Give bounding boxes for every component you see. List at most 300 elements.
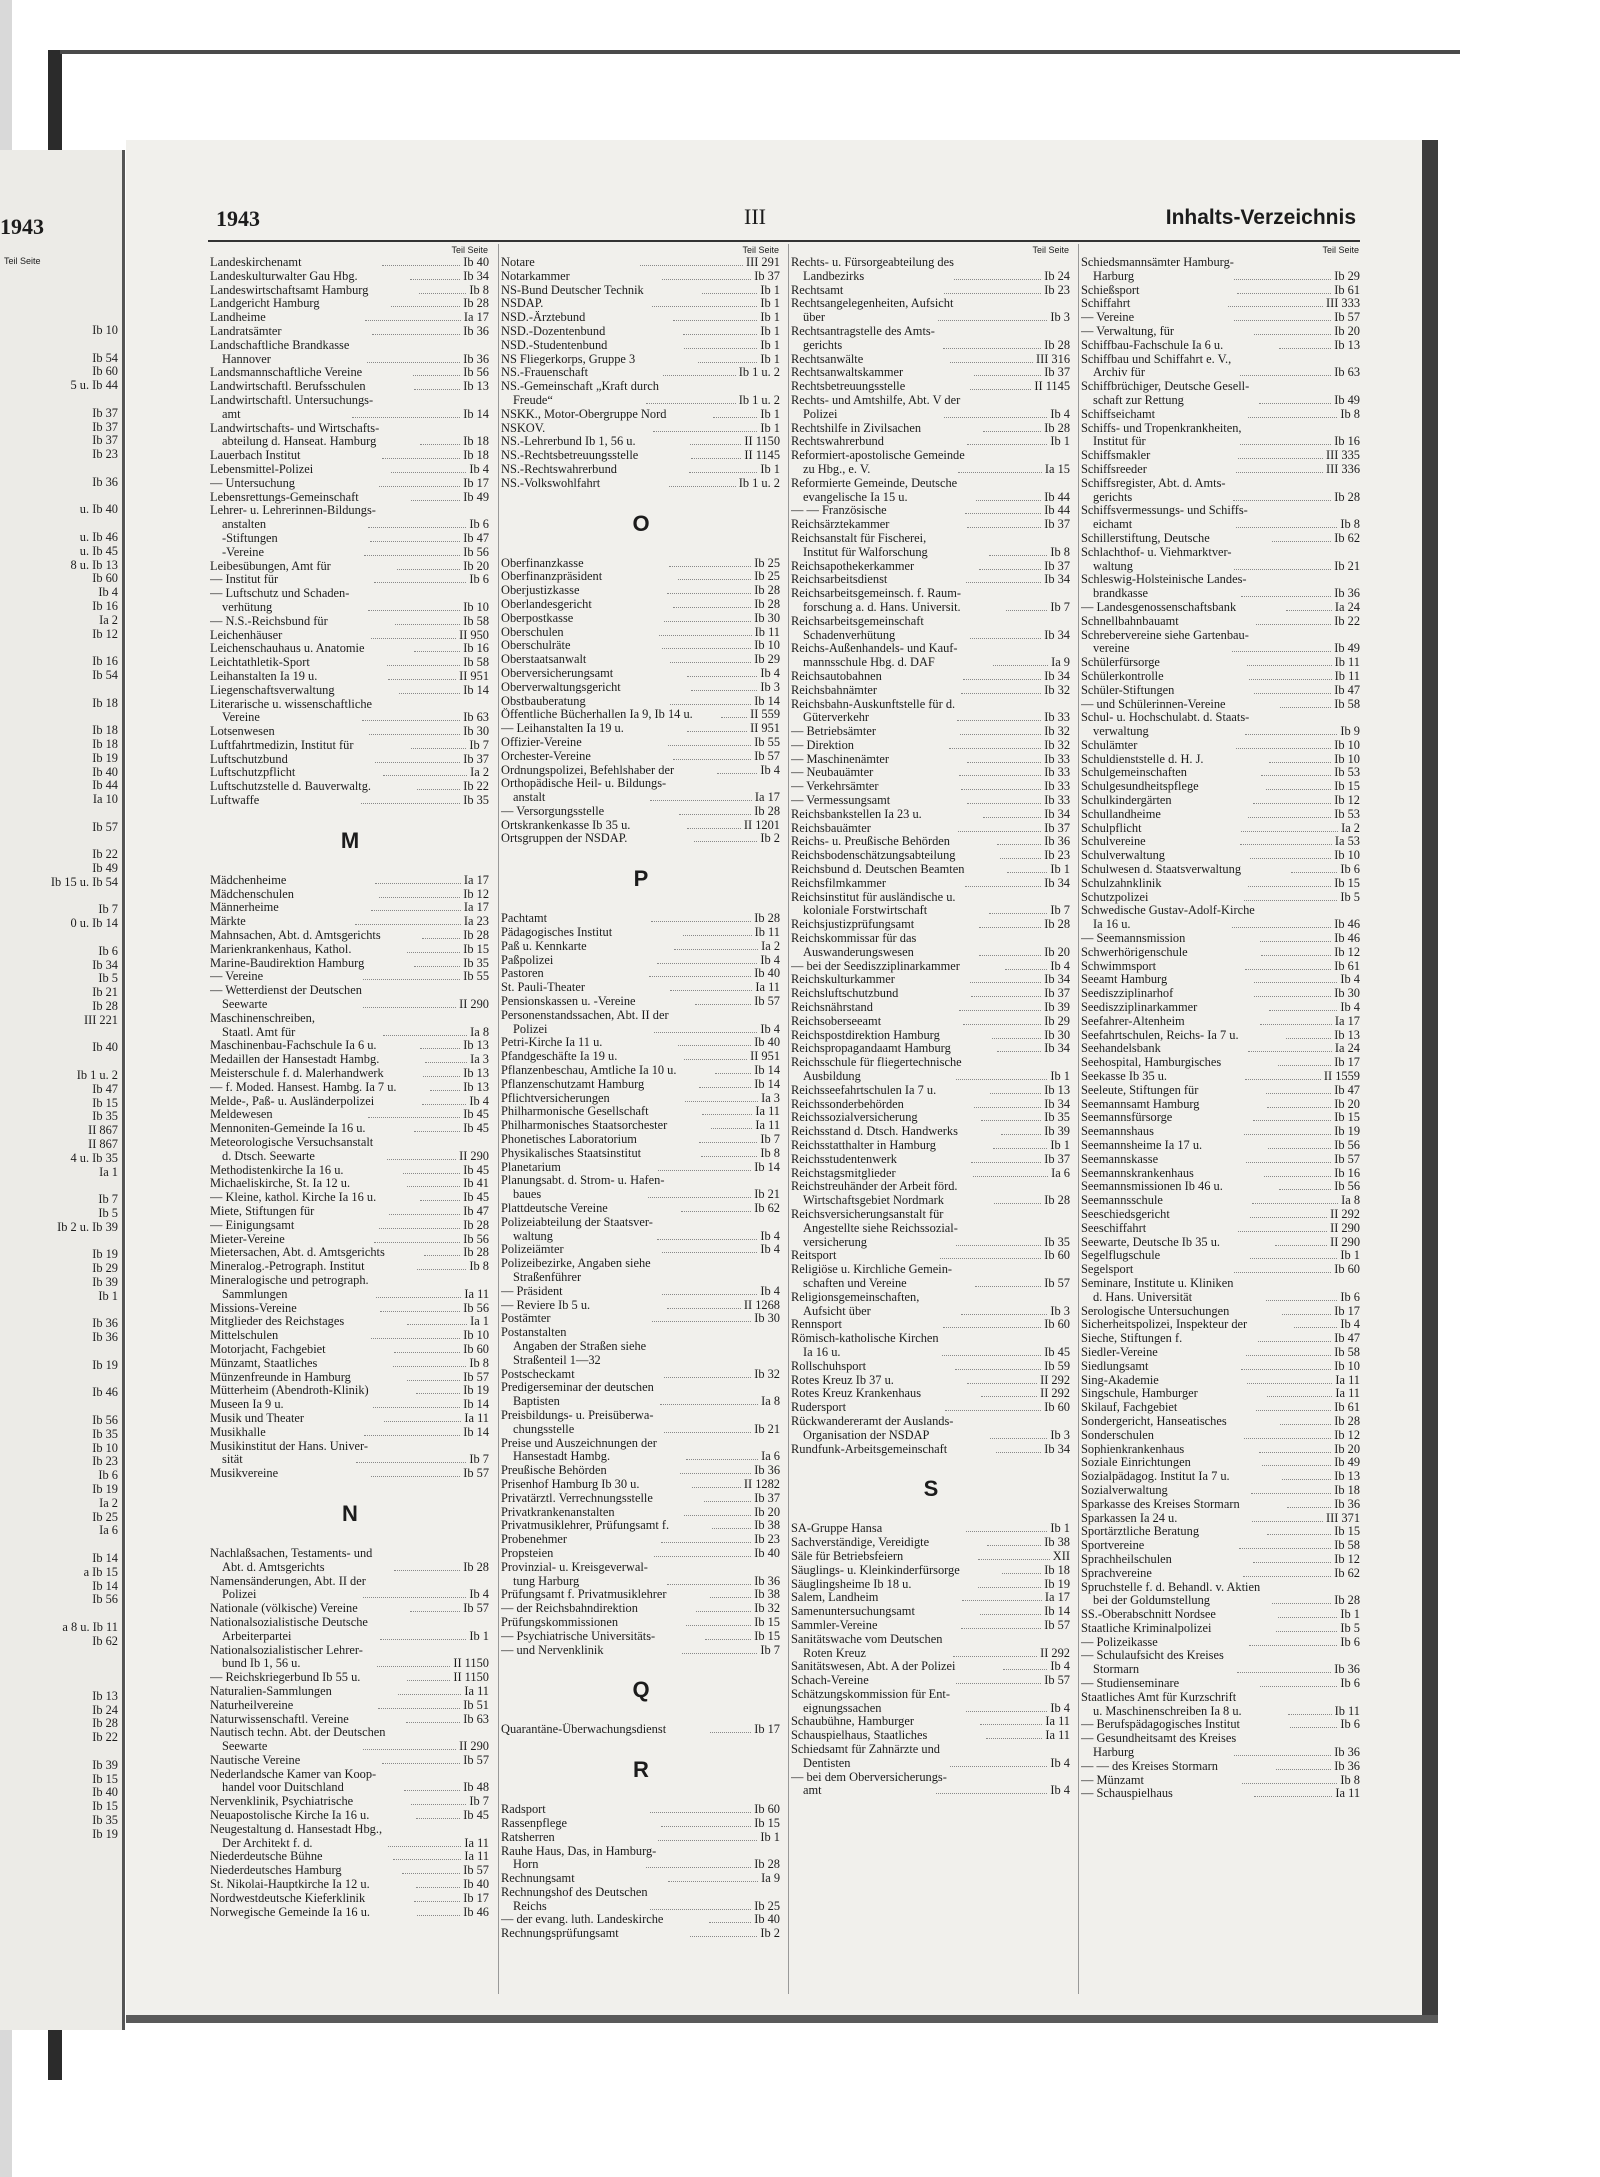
entry-reference: Ia 11 — [1045, 1714, 1070, 1729]
entry-reference: Ia 6 — [761, 1449, 780, 1464]
dot-leader — [1291, 872, 1338, 873]
index-entry — [499, 1519, 783, 1533]
entry-reference: Ib 1 u. 2 — [738, 475, 780, 490]
entry-name: Postanstalten — [501, 1326, 567, 1340]
entry-name: Privatärztl. Verrechnungsstelle — [501, 1491, 653, 1505]
section-letter: Q — [632, 1677, 650, 1703]
index-entry — [1079, 491, 1363, 505]
dot-leader — [690, 1936, 758, 1937]
index-entry — [499, 297, 783, 311]
entry-reference: Ib 60 — [1334, 1262, 1360, 1277]
section-letter: O — [632, 510, 650, 536]
index-entry — [1079, 946, 1363, 960]
entry-name: Reichs- u. Preußische Behörden — [791, 835, 950, 849]
entry-reference: Ib 49 — [1334, 1455, 1361, 1470]
index-entry — [499, 584, 783, 598]
entry-name: Landwirtschafts- und Wirtschafts- — [210, 421, 380, 435]
index-entry — [1079, 960, 1363, 974]
index-entry — [1079, 1084, 1363, 1098]
dot-leader — [383, 1035, 467, 1036]
index-entry — [1079, 1581, 1363, 1595]
entry-reference: Ib 8 — [469, 1259, 490, 1274]
dot-leader — [363, 1749, 456, 1750]
entry-name: NS.-Rechtswahrerbund — [501, 462, 617, 476]
entry-name: über — [803, 311, 826, 325]
index-entry — [789, 270, 1073, 284]
dot-leader — [1279, 348, 1331, 349]
entry-reference: Ib 34 — [1044, 806, 1071, 821]
entry-name: Schleswig-Holsteinische Landes- — [1081, 573, 1247, 587]
index-entry — [499, 1271, 783, 1285]
dot-leader — [371, 638, 456, 639]
index-entry — [499, 1533, 783, 1547]
dot-leader — [356, 1462, 466, 1463]
dot-leader — [1241, 596, 1331, 597]
entry-name: Mittelschulen — [210, 1329, 279, 1343]
entry-reference: Ib 56 — [463, 1231, 489, 1246]
index-entry — [208, 573, 492, 587]
entry-reference: Ib 13 — [463, 379, 489, 394]
previous-page-ref — [0, 1055, 118, 1069]
entry-name: Leichtathletik-Sport — [210, 656, 310, 670]
entry-name: Sparkasse des Kreises Stormarn — [1081, 1497, 1240, 1511]
entry-name: Landeskulturwalter Gau Hbg. — [210, 269, 358, 283]
index-entry — [499, 1409, 783, 1423]
index-entry — [1079, 1732, 1363, 1746]
entry-name: Seemannsmissionen Ib 46 u. — [1081, 1180, 1223, 1194]
index-entry — [208, 1412, 492, 1426]
dot-leader — [393, 1859, 461, 1860]
entry-reference: Ib 56 — [463, 365, 489, 380]
entry-name: NSDAP. — [501, 297, 544, 311]
entry-name: Seekasse Ib 35 u. — [1081, 1070, 1168, 1084]
previous-page-ref — [0, 807, 118, 821]
page-edge-shadow — [1422, 140, 1438, 2015]
entry-reference: Ib 15 — [1334, 875, 1360, 890]
entry-reference: Ib 58 — [1334, 696, 1361, 711]
index-entry — [1079, 615, 1363, 629]
index-entry — [499, 832, 783, 846]
entry-name: Schulämter — [1081, 738, 1138, 752]
entry-reference: Ib 4 — [1050, 958, 1070, 973]
entry-name: Schillerstiftung, Deutsche — [1081, 531, 1210, 545]
entry-reference: Ib 25 — [754, 555, 781, 570]
entry-reference: Ia 11 — [464, 1410, 489, 1425]
index-entry — [1079, 1236, 1363, 1250]
index-entry — [208, 256, 492, 270]
dot-leader — [1248, 417, 1338, 418]
dot-leader — [1250, 1258, 1337, 1259]
entry-reference: Ib 6 — [469, 517, 490, 532]
dot-leader — [352, 417, 460, 418]
entry-name: Propsteien — [501, 1546, 554, 1560]
entry-reference: Ib 34 — [1044, 1096, 1071, 1111]
entry-reference: Ib 36 — [463, 323, 489, 338]
dot-leader — [382, 1763, 460, 1764]
entry-name: Seehandelsbank — [1081, 1042, 1161, 1056]
entry-name: Schwedische Gustav-Adolf-Kirche — [1081, 904, 1255, 918]
entry-reference: Ib 13 — [463, 1038, 489, 1053]
index-entry — [208, 1864, 492, 1878]
entry-name: Rückwandereramt der Auslands- — [791, 1414, 954, 1428]
index-entry — [1079, 380, 1363, 394]
entry-reference: Ib 33 — [1044, 710, 1070, 725]
entry-name: Schach-Vereine — [791, 1674, 869, 1688]
entry-reference: Ib 47 — [463, 1204, 489, 1218]
entry-name: waltung — [513, 1229, 553, 1243]
dot-leader — [698, 362, 758, 363]
entry-name: Reichssonderbehörden — [791, 1097, 904, 1111]
previous-page-fragment — [0, 150, 125, 2030]
entry-reference: Ib 17 — [463, 1890, 489, 1905]
dot-leader — [367, 362, 460, 363]
entry-name: Öffentliche Bücherhallen Ia 9, Ib 14 u. — [501, 708, 693, 722]
entry-reference: Ib 57 — [754, 748, 780, 763]
index-entry — [789, 642, 1073, 656]
entry-name: Rotes Kreuz Ib 37 u. — [791, 1373, 894, 1387]
entry-reference: Ib 60 — [1044, 1400, 1070, 1415]
previous-page-ref — [0, 1607, 118, 1621]
index-entry — [208, 394, 492, 408]
entry-name: Polizeiabteilung der Staatsver- — [501, 1215, 653, 1229]
dot-leader — [1243, 1576, 1331, 1577]
dot-leader — [970, 389, 1032, 390]
dot-leader — [702, 293, 757, 294]
index-entry — [1079, 1594, 1363, 1608]
entry-reference: Ia 11 — [1335, 1786, 1361, 1801]
previous-page-ref — [0, 1649, 118, 1663]
entry-reference: Ib 36 — [1334, 1758, 1360, 1773]
entry-name: Musikhalle — [210, 1425, 266, 1439]
entry-name: Baptisten — [513, 1395, 560, 1409]
dot-leader — [407, 1680, 450, 1681]
previous-page-ref: Ib 28 — [92, 1716, 118, 1731]
dot-leader — [701, 1156, 758, 1157]
dot-leader — [978, 1559, 1050, 1560]
entry-name: waltung — [1093, 559, 1133, 573]
entry-name: Religiöse u. Kirchliche Gemein- — [791, 1263, 953, 1277]
index-entry — [499, 639, 783, 653]
dot-leader — [1238, 1231, 1327, 1232]
entry-name: Rotes Kreuz Krankenhaus — [791, 1387, 922, 1401]
entry-name: NSD.-Ärztebund — [501, 311, 586, 325]
index-entry — [1079, 1360, 1363, 1374]
index-entry — [789, 960, 1073, 974]
index-entry — [499, 1464, 783, 1478]
index-entry — [1079, 1194, 1363, 1208]
entry-name: Rechtsantragstelle des Amts- — [791, 324, 935, 338]
dot-leader — [1237, 1672, 1332, 1673]
entry-name: Reichs-Außenhandels- und Kauf- — [791, 642, 958, 656]
previous-page-ref: Ib 10 — [92, 323, 118, 337]
entry-name: Seemannsschule — [1081, 1194, 1163, 1208]
entry-name: Römisch-katholische Kirchen — [791, 1332, 939, 1346]
dot-leader — [1275, 1245, 1327, 1246]
entry-name: Sozialpädagog. Institut Ia 7 u. — [1081, 1470, 1230, 1484]
dot-leader — [944, 417, 1047, 418]
entry-name: Roten Kreuz — [803, 1646, 866, 1660]
entry-reference: Ia 15 — [1044, 461, 1070, 476]
entry-name: evangelische Ia 15 u. — [803, 490, 908, 504]
index-entry — [208, 1026, 492, 1040]
index-entry — [789, 463, 1073, 477]
index-column-3 — [788, 244, 1073, 1994]
entry-name: — Untersuchung — [210, 476, 295, 490]
index-entry — [1079, 1042, 1363, 1056]
entry-name: Rechtsamt — [791, 283, 844, 297]
index-entry — [789, 932, 1073, 946]
index-entry — [1079, 1718, 1363, 1732]
entry-reference: II 559 — [750, 707, 781, 722]
entry-reference: III 316 — [1035, 351, 1071, 366]
entry-reference: Ia 9 — [1051, 655, 1070, 670]
index-entry — [789, 1522, 1073, 1536]
entry-name: — Verwaltung, für — [1081, 324, 1175, 338]
section-letter: M — [340, 827, 360, 853]
index-entry — [789, 422, 1073, 436]
entry-name: Rassenpflege — [501, 1816, 568, 1830]
entry-reference: Ib 33 — [1044, 779, 1071, 794]
dot-leader — [936, 1793, 1047, 1794]
dot-leader — [363, 979, 460, 980]
entry-name: abteilung d. Hanseat. Hamburg — [222, 435, 377, 449]
index-entry — [1079, 1746, 1363, 1760]
entry-reference: II 292 — [1040, 1372, 1071, 1387]
dot-leader — [650, 800, 752, 801]
dot-leader — [1269, 762, 1331, 763]
previous-page-ref: Ib 14 — [92, 1550, 118, 1565]
dot-leader — [1264, 1176, 1331, 1177]
entry-reference: Ib 40 — [754, 1912, 780, 1927]
index-entry — [499, 1588, 783, 1602]
entry-name: Reichsanstalt für Fischerei, — [791, 531, 927, 545]
entry-name: Schadenverhütung — [803, 628, 896, 642]
entry-name: Pflichtversicherungen — [501, 1091, 610, 1105]
entry-reference: Ib 57 — [1334, 310, 1361, 325]
index-entry — [789, 560, 1073, 574]
entry-name: Reichskulturkammer — [791, 973, 895, 987]
entry-name: Notarkammer — [501, 269, 570, 283]
entry-name: Ia 16 u. — [803, 1345, 841, 1359]
entry-reference: Ib 63 — [463, 1711, 489, 1726]
entry-name: Schulwesen d. Staatsverwaltung — [1081, 863, 1242, 877]
entry-name: Lehrer- u. Lehrerinnen-Bildungs- — [210, 504, 376, 518]
index-entry — [499, 612, 783, 626]
entry-name: bund Ib 1, 56 u. — [222, 1657, 301, 1671]
entry-reference: Ib 4 — [760, 1021, 781, 1036]
previous-page-ref: Ib 35 — [92, 1426, 118, 1441]
index-entry — [208, 888, 492, 902]
index-entry — [499, 325, 783, 339]
entry-name: Oberlandesgericht — [501, 597, 592, 611]
entry-name: Sophienkrankenhaus — [1081, 1442, 1185, 1456]
index-entry — [499, 463, 783, 477]
entry-name: Schiffsreeder — [1081, 462, 1147, 476]
index-entry — [1079, 904, 1363, 918]
index-entry — [1079, 1070, 1363, 1084]
index-entry — [208, 1095, 492, 1109]
entry-reference: Ib 4 — [1050, 1783, 1070, 1798]
entry-reference: Ib 58 — [1334, 1344, 1360, 1359]
entry-name: Singschule, Hamburger — [1081, 1387, 1198, 1401]
entry-reference: Ia 2 — [1341, 820, 1360, 835]
index-entry — [208, 1823, 492, 1837]
dot-leader — [980, 1724, 1043, 1725]
entry-reference: Ib 56 — [1334, 1179, 1361, 1194]
entry-name: — Neubauämter — [791, 766, 874, 780]
entry-reference: Ib 58 — [463, 655, 490, 670]
entry-reference: II 951 — [750, 721, 780, 736]
entry-reference: Ib 4 — [760, 665, 781, 680]
dot-leader — [1272, 541, 1331, 542]
entry-name: Lotsenwesen — [210, 725, 275, 739]
entry-name: Rechts- u. Fürsorgeabteilung des — [791, 256, 954, 269]
dot-leader — [683, 935, 751, 936]
entry-reference: Ia 1 — [470, 1314, 489, 1329]
dot-leader — [695, 1004, 751, 1005]
index-entry — [499, 1423, 783, 1437]
entry-name: Niederdeutsches Hamburg — [210, 1864, 342, 1878]
dot-leader — [1247, 665, 1331, 666]
index-entry — [208, 1233, 492, 1247]
entry-name: Sprachheilschulen — [1081, 1552, 1172, 1566]
previous-page-ref: Ia 1 — [99, 1164, 118, 1179]
entry-name: amt — [803, 1784, 822, 1798]
dot-leader — [383, 775, 467, 776]
index-entry — [208, 1671, 492, 1685]
dot-leader — [979, 569, 1041, 570]
index-entry — [789, 1111, 1073, 1125]
index-entry — [208, 1809, 492, 1823]
previous-page-ref: Ib 19 — [92, 1481, 118, 1496]
dot-leader — [1003, 1669, 1047, 1670]
dot-leader — [1260, 1024, 1332, 1025]
dot-leader — [721, 717, 747, 718]
index-entry — [789, 1564, 1073, 1578]
index-entry — [208, 1754, 492, 1768]
entry-reference: Ib 13 — [1334, 1469, 1361, 1484]
dot-leader — [678, 579, 751, 580]
index-entry — [789, 780, 1073, 794]
entry-name: Reformiert-apostolische Gemeinde — [791, 449, 965, 463]
entry-reference: Ib 1 — [760, 296, 781, 311]
index-entry — [789, 835, 1073, 849]
entry-name: Philharmonisches Staatsorchester — [501, 1119, 668, 1133]
entry-reference: Ia 8 — [470, 1024, 490, 1039]
dot-leader — [679, 814, 751, 815]
index-entry — [208, 339, 492, 353]
previous-page-ref: Ib 36 — [92, 474, 118, 489]
index-entry — [1079, 1456, 1363, 1470]
entry-name: anstalten — [222, 518, 267, 532]
entry-name: — Polizeikasse — [1081, 1635, 1158, 1649]
entry-reference: Ib 4 — [1050, 1755, 1070, 1770]
entry-name: Seewarte — [222, 998, 268, 1012]
previous-page-ref: Ib 2 u. Ib 39 — [57, 1219, 118, 1234]
entry-name: Nationalsozialistische Deutsche — [210, 1615, 368, 1629]
section-letter: R — [633, 1757, 649, 1783]
entry-reference: Ib 1 — [760, 337, 781, 352]
index-entry — [499, 695, 783, 709]
entry-name: Pflanzenschutzamt Hamburg — [501, 1077, 645, 1091]
dot-leader — [1241, 831, 1338, 832]
dot-leader — [694, 841, 758, 842]
entry-reference: Ib 28 — [754, 596, 781, 611]
index-entry — [208, 1191, 492, 1205]
entry-name: Der Architekt f. d. — [222, 1836, 313, 1850]
index-entry — [1079, 1760, 1363, 1774]
entry-reference: Ib 34 — [1044, 627, 1070, 642]
entry-name: bei der Goldumstellung — [1093, 1594, 1211, 1608]
index-entry — [499, 1230, 783, 1244]
index-entry — [499, 926, 783, 940]
entry-name: Schulverwaltung — [1081, 849, 1165, 863]
index-entry — [1079, 1636, 1363, 1650]
entry-name: Musikinstitut der Hans. Univer- — [210, 1439, 369, 1453]
entry-reference: Ib 23 — [1044, 282, 1070, 297]
index-entry — [789, 1443, 1073, 1457]
entry-reference: Ib 24 — [1044, 268, 1070, 283]
entry-name: Sammlungen — [222, 1287, 288, 1301]
entry-reference: Ib 34 — [463, 268, 489, 283]
entry-name: Mahnsachen, Abt. d. Amtsgerichts — [210, 929, 381, 943]
index-entry — [789, 1743, 1073, 1757]
previous-page-ref — [0, 1028, 118, 1042]
index-entry — [208, 1616, 492, 1630]
index-entry — [789, 1702, 1073, 1716]
index-entry — [499, 270, 783, 284]
previous-page-ref — [0, 490, 118, 504]
index-entry — [499, 995, 783, 1009]
index-entry — [789, 325, 1073, 339]
dot-leader — [370, 541, 460, 542]
entry-reference: Ib 51 — [463, 1697, 489, 1712]
entry-reference: Ia 11 — [1335, 1372, 1360, 1387]
dot-leader — [1234, 1755, 1331, 1756]
entry-reference: Ib 2 — [760, 1926, 781, 1941]
entry-name: — Direktion — [791, 738, 854, 752]
entry-name: SA-Gruppe Hansa — [791, 1522, 883, 1536]
entry-name: Rechnungsamt — [501, 1872, 575, 1886]
index-columns — [208, 244, 1360, 2004]
entry-reference: Ib 1 — [760, 1829, 781, 1844]
entry-reference: Ia 2 — [761, 938, 781, 953]
index-entry — [789, 380, 1073, 394]
index-entry — [208, 1657, 492, 1671]
entry-reference: Ia 53 — [1334, 834, 1360, 849]
entry-reference: Ib 32 — [1044, 724, 1070, 739]
index-entry — [1079, 1153, 1363, 1167]
entry-reference: Ib 34 — [1044, 972, 1071, 987]
previous-page-ref: Ib 18 — [92, 736, 118, 751]
entry-reference: II 1145 — [744, 448, 781, 463]
entry-name: — Berufspädagogisches Institut — [1081, 1718, 1240, 1732]
dot-leader — [365, 320, 461, 321]
entry-reference: Ib 4 — [469, 1093, 490, 1108]
entry-name: Oberschulen — [501, 625, 564, 639]
entry-name: Schiffsvermessungs- und Schiffs- — [1081, 504, 1248, 518]
entry-name: Seefahrer-Altenheim — [1081, 1014, 1185, 1028]
entry-reference: Ib 53 — [1334, 806, 1360, 821]
index-entry — [208, 1081, 492, 1095]
entry-name: Ausbildung — [803, 1070, 861, 1084]
entry-name: -Stiftungen — [222, 531, 278, 545]
entry-name: Stormarn — [1093, 1663, 1140, 1677]
index-entry — [208, 1177, 492, 1191]
dot-leader — [1240, 375, 1332, 376]
entry-name: Plattdeutsche Vereine — [501, 1202, 608, 1216]
index-entry — [499, 1147, 783, 1161]
